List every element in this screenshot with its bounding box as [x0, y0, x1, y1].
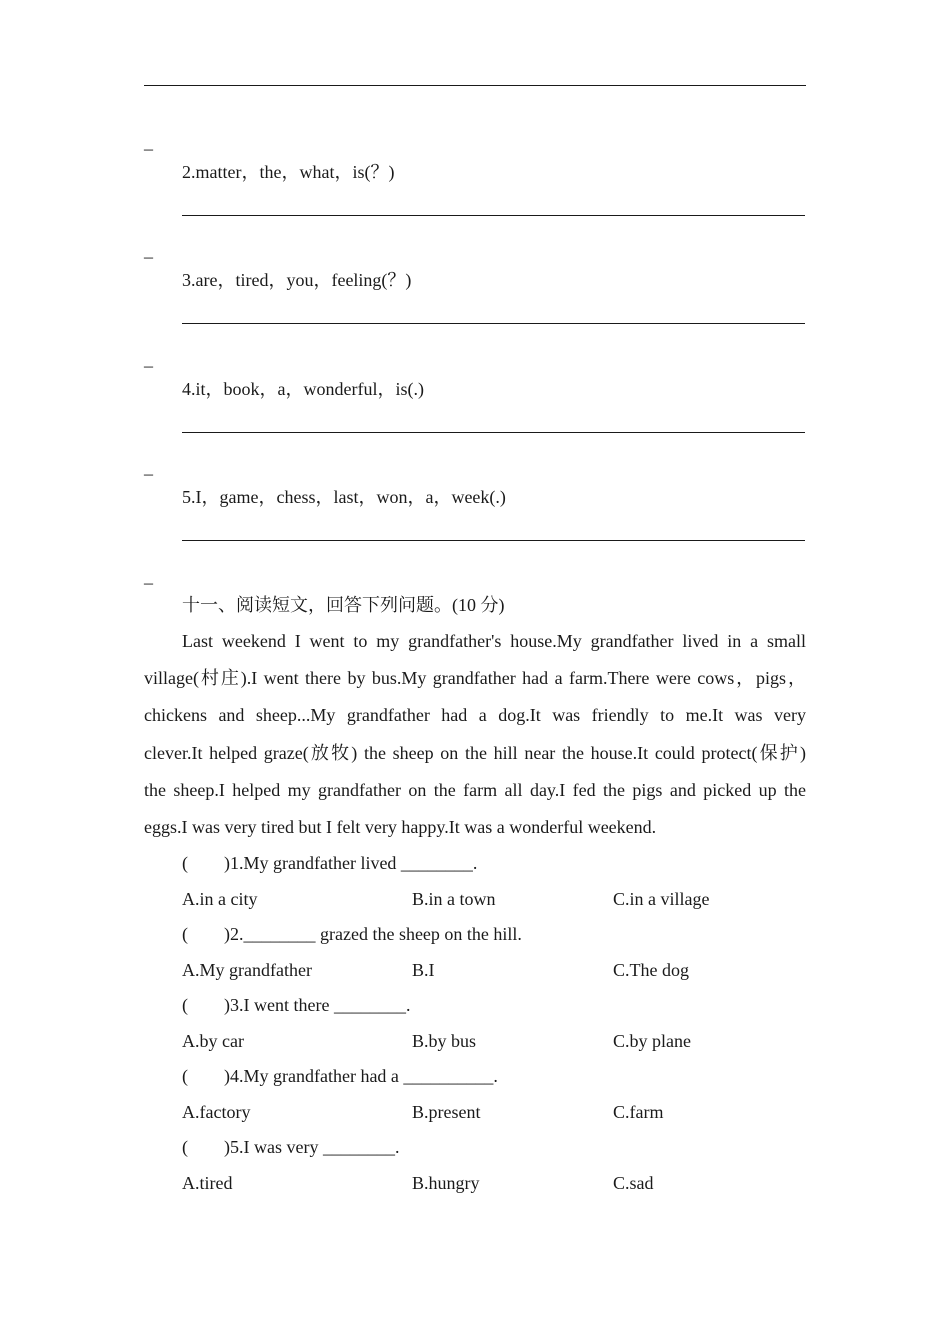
option-a[interactable]: A.My grandfather [182, 960, 312, 980]
answer-line[interactable] [182, 323, 805, 324]
rewrite-item: 3.are，tired，you，feeling(？) [182, 270, 412, 290]
passage-line: chickens and sheep...My grandfather had a dog.It was friendly to me.It was very [144, 705, 806, 725]
question-stem: ( )3.I went there ________. [182, 995, 411, 1015]
dash-mark: _ [144, 457, 153, 477]
passage-line: Last weekend I went to my grandfather's house.My grandfather lived in a small [182, 631, 806, 651]
passage-line: the sheep.I helped my grandfather on the farm all day.I fed the pigs and picked up the [144, 780, 806, 800]
question-stem: ( )5.I was very ________. [182, 1137, 400, 1157]
passage-line: village(村庄).I went there by bus.My grandfather had a farm.There were cows，pigs， [144, 668, 806, 688]
option-a[interactable]: A.factory [182, 1102, 251, 1122]
passage-line: clever.It helped graze(放牧) the sheep on the hill near the house.It could protect(保护) [144, 743, 806, 763]
section-score: (10 分) [452, 595, 505, 615]
passage-line: eggs.I was very tired but I felt very happy.It was a wonderful weekend. [144, 817, 657, 837]
dash-mark: _ [144, 240, 153, 260]
option-c[interactable]: C.farm [613, 1102, 664, 1122]
question-stem: ( )4.My grandfather had a __________. [182, 1066, 498, 1086]
answer-line[interactable] [182, 215, 805, 216]
dash-mark: _ [144, 349, 153, 369]
rewrite-item: 4.it，book，a，wonderful，is(.) [182, 379, 424, 399]
option-c[interactable]: C.The dog [613, 960, 689, 980]
dash-mark: _ [144, 566, 153, 586]
question-stem: ( )2.________ grazed the sheep on the hill. [182, 924, 522, 944]
option-a[interactable]: A.in a city [182, 889, 258, 909]
option-b[interactable]: B.in a town [412, 889, 496, 909]
option-b[interactable]: B.by bus [412, 1031, 477, 1051]
answer-line[interactable] [182, 540, 805, 541]
option-c[interactable]: C.sad [613, 1173, 654, 1193]
answer-line[interactable] [182, 432, 805, 433]
section-title-text: 十一、阅读短文，回答下列问题。 [182, 595, 452, 616]
option-b[interactable]: B.hungry [412, 1173, 480, 1193]
option-a[interactable]: A.tired [182, 1173, 233, 1193]
rewrite-item: 5.I，game，chess，last，won，a，week(.) [182, 487, 506, 507]
option-a[interactable]: A.by car [182, 1031, 244, 1051]
option-c[interactable]: C.in a village [613, 889, 710, 909]
option-c[interactable]: C.by plane [613, 1031, 691, 1051]
section-title [182, 594, 505, 617]
rewrite-item: 2.matter，the，what，is(？) [182, 162, 395, 182]
question-stem: ( )1.My grandfather lived ________. [182, 853, 478, 873]
answer-line [144, 85, 806, 86]
option-b[interactable]: B.present [412, 1102, 481, 1122]
dash-mark: _ [144, 132, 153, 152]
option-b[interactable]: B.I [412, 960, 435, 980]
